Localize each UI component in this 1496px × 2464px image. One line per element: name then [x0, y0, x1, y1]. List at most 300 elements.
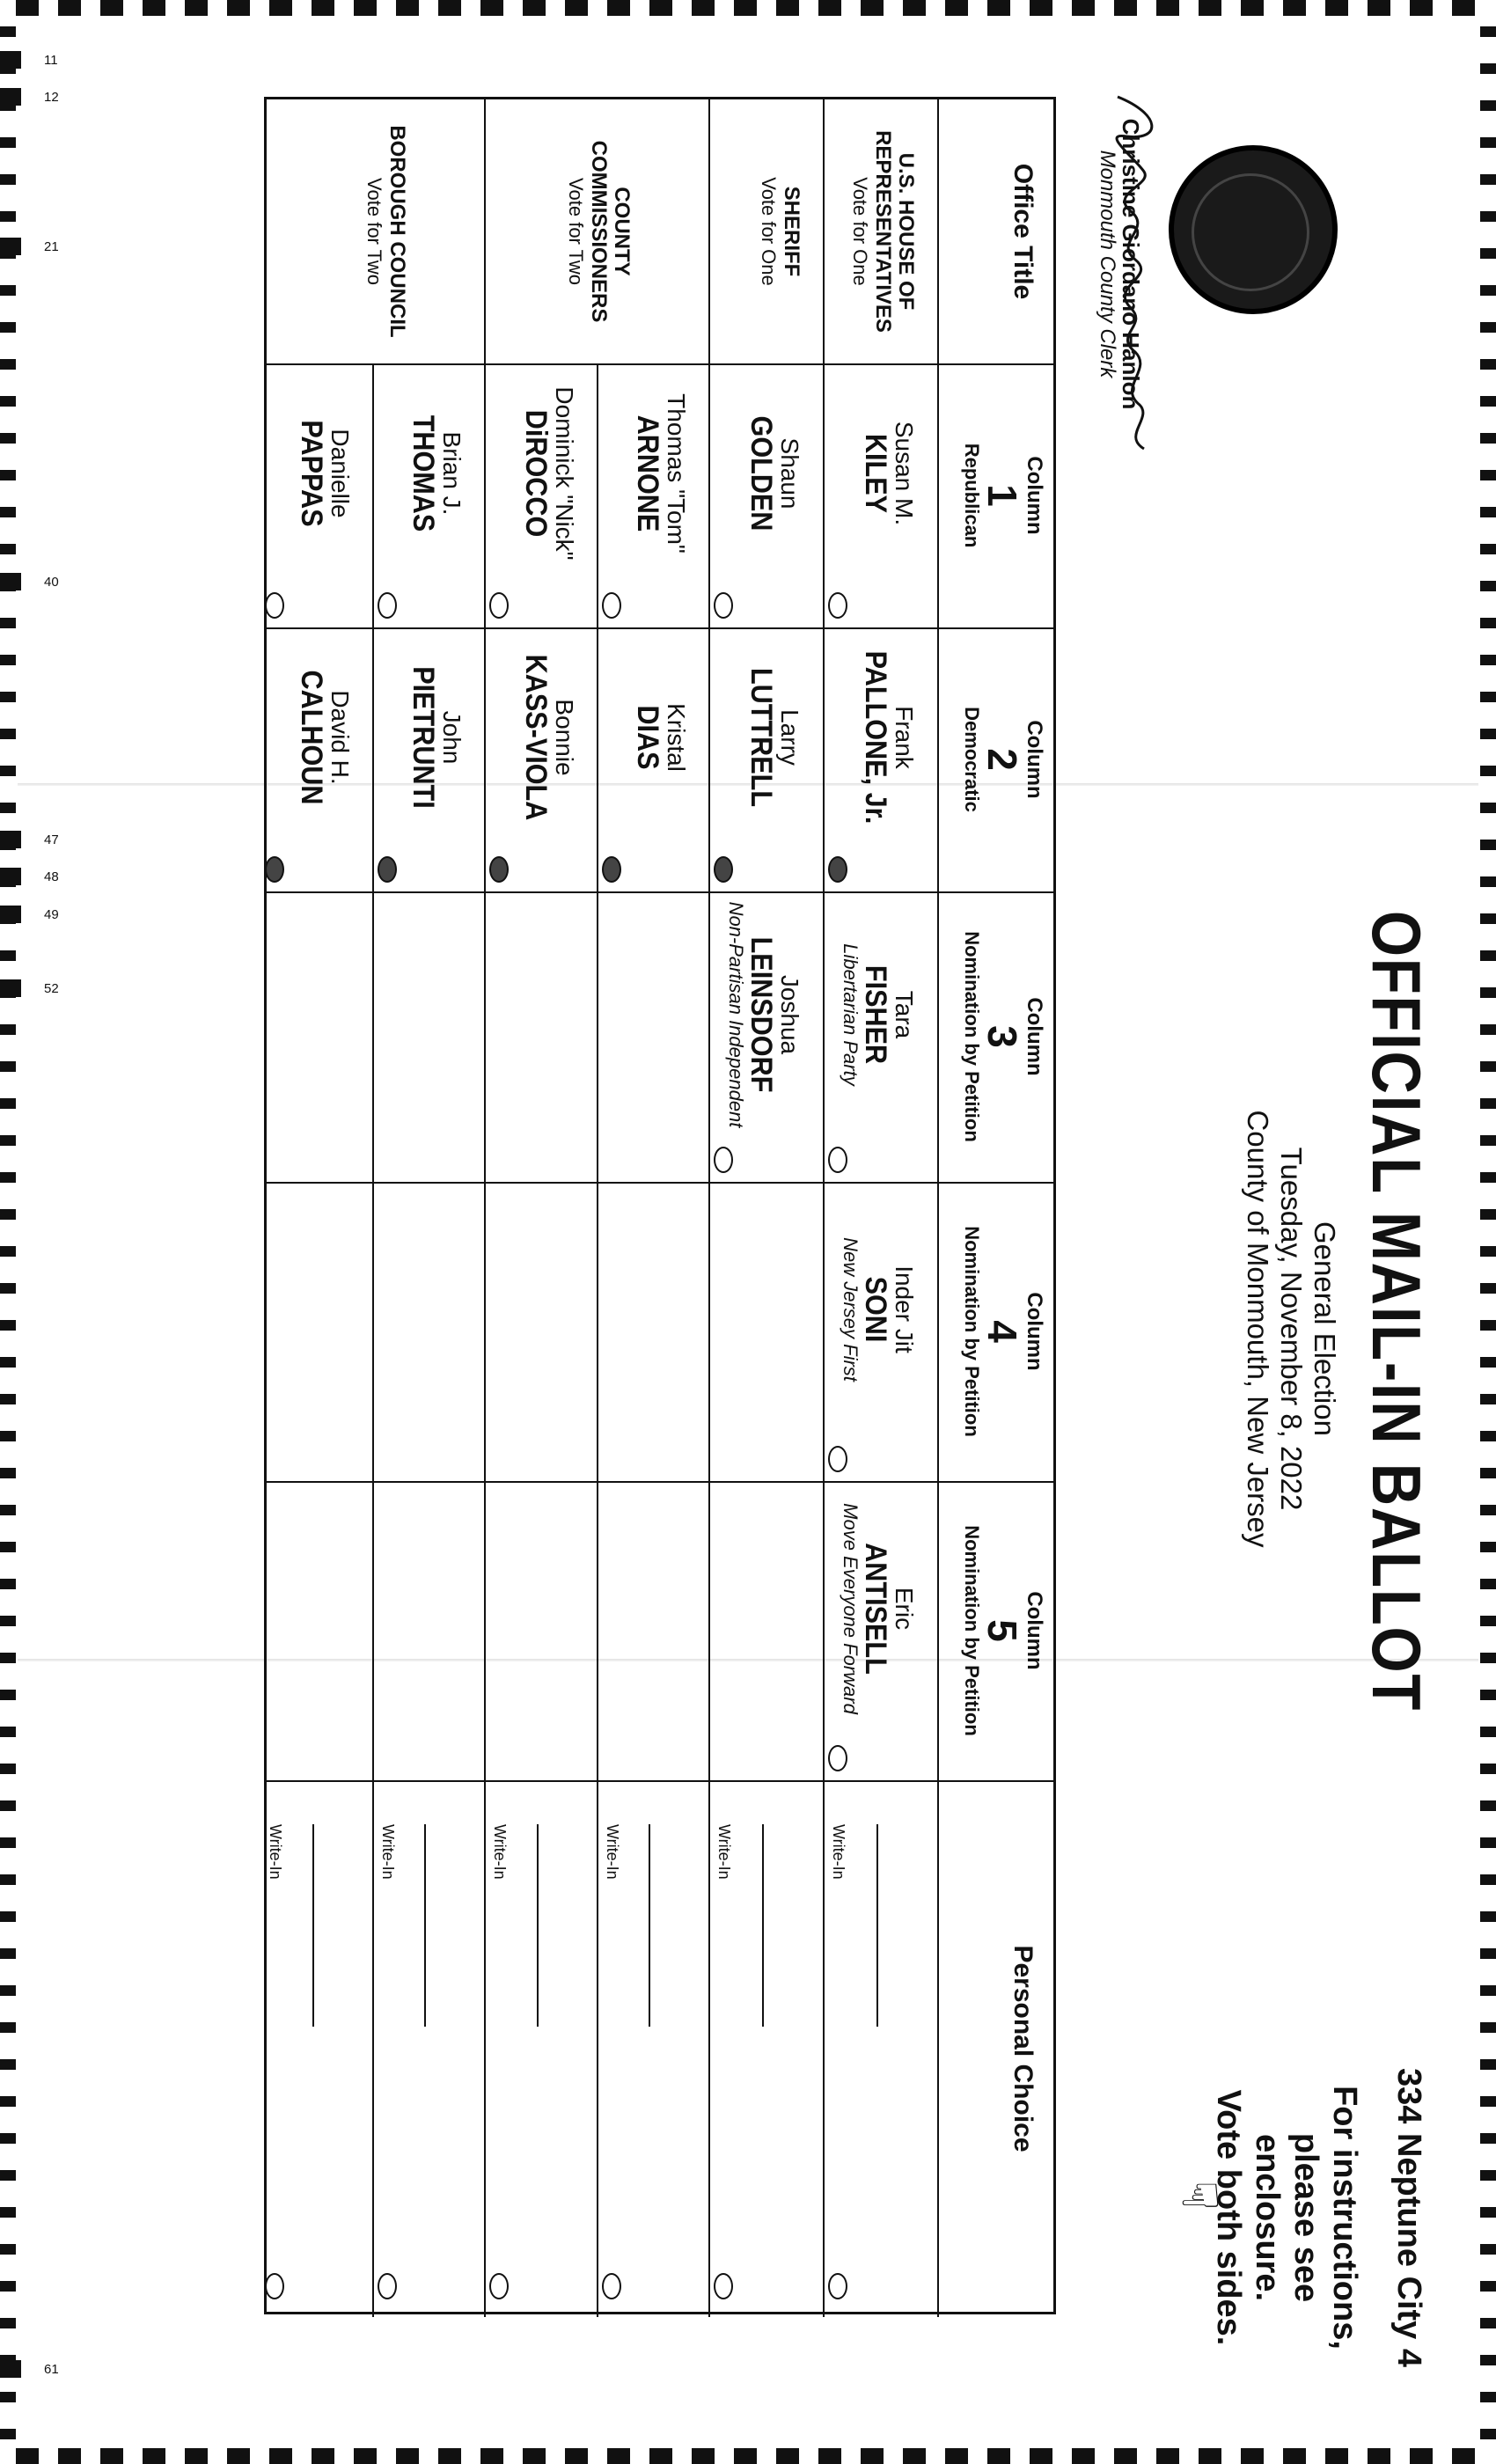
margin-number: 49: [44, 907, 59, 922]
timing-mark: [0, 1246, 16, 1257]
timing-mark: [1480, 1246, 1496, 1257]
timing-mark-large: [0, 238, 21, 255]
candidate-first: Larry: [776, 709, 803, 766]
candidate-first: Inder Jit: [891, 1265, 918, 1353]
timing-mark: [1156, 0, 1179, 16]
timing-mark: [58, 2448, 81, 2464]
candidate-first: Frank: [891, 706, 918, 769]
vote-oval[interactable]: [828, 2273, 847, 2299]
grid-column-line: [267, 1182, 1053, 1184]
timing-mark: [1199, 0, 1221, 16]
timing-mark: [1480, 433, 1496, 444]
timing-mark: [987, 0, 1010, 16]
timing-mark-large: [0, 2360, 21, 2378]
column-label: Column: [1023, 456, 1046, 535]
left-timing-marks: [0, 0, 16, 2464]
candidate-first: Brian J.: [438, 431, 466, 516]
timing-mark: [734, 0, 757, 16]
timing-mark: [776, 0, 799, 16]
vote-oval[interactable]: [828, 592, 847, 619]
timing-mark: [945, 2448, 968, 2464]
timing-mark: [1480, 876, 1496, 887]
timing-mark: [0, 26, 16, 37]
timing-mark: [0, 1505, 16, 1515]
timing-mark: [1480, 100, 1496, 111]
timing-mark: [0, 729, 16, 739]
timing-mark: [818, 2448, 841, 2464]
candidate-last: KILEY: [859, 433, 892, 514]
timing-mark-large: [0, 51, 21, 69]
timing-mark: [1480, 1579, 1496, 1589]
timing-mark: [0, 359, 16, 370]
candidate-last: DIAS: [631, 705, 665, 770]
candidate: [840, 1182, 917, 1437]
timing-mark: [1368, 2448, 1390, 2464]
timing-mark: [0, 2281, 16, 2292]
candidate-last: ANTISELL: [859, 1543, 892, 1675]
vote-oval[interactable]: [265, 2273, 284, 2299]
column-party: Nomination by Petition: [961, 1226, 983, 1437]
timing-mark: [16, 2448, 39, 2464]
timing-mark: [480, 2448, 503, 2464]
timing-mark: [1480, 174, 1496, 185]
timing-mark: [1030, 0, 1052, 16]
election-name: General Election: [1309, 1221, 1341, 1436]
office-title: [565, 99, 634, 363]
timing-mark: [1480, 655, 1496, 665]
timing-mark-large: [0, 906, 21, 923]
write-in-label: Write-In: [830, 1824, 847, 1880]
timing-mark: [1030, 2448, 1052, 2464]
ballot-grid: [264, 97, 1056, 2314]
timing-mark: [0, 1579, 16, 1589]
candidate-first: Shaun: [776, 437, 803, 510]
vote-for-label: Vote for One: [758, 177, 780, 286]
timing-mark: [861, 2448, 884, 2464]
timing-mark: [438, 0, 461, 16]
timing-mark: [1480, 1948, 1496, 1959]
margin-number: 40: [44, 575, 59, 590]
precinct-label: 334 Neptune City 4: [1390, 2068, 1427, 2367]
candidate-last: GOLDEN: [744, 415, 778, 532]
timing-mark: [143, 2448, 165, 2464]
timing-mark: [0, 2207, 16, 2218]
candidate: [631, 363, 691, 583]
timing-mark: [607, 2448, 630, 2464]
write-in-label: Write-In: [604, 1824, 621, 1880]
write-in-line[interactable]: [876, 1824, 878, 2027]
timing-mark: [1480, 1985, 1496, 1996]
timing-mark: [0, 1837, 16, 1848]
timing-mark: [396, 0, 419, 16]
timing-mark: [1199, 2448, 1221, 2464]
timing-mark: [0, 1874, 16, 1885]
column-number: 2: [979, 748, 1025, 771]
candidate-last: SONI: [859, 1276, 892, 1343]
grid-subrow-line: [372, 363, 374, 2317]
election-county: County of Monmouth, New Jersey: [1242, 1110, 1274, 1548]
timing-mark: [269, 2448, 292, 2464]
instructions-line: Vote both sides.: [1210, 2089, 1247, 2346]
vote-oval[interactable]: [602, 2273, 621, 2299]
timing-mark: [1480, 1874, 1496, 1885]
candidate: [521, 627, 577, 847]
grid-row-line: [823, 99, 825, 2317]
timing-mark: [1480, 1764, 1496, 1774]
column-label: Column: [1023, 997, 1046, 1076]
ballot-sheet: [62, 97, 1434, 2385]
timing-mark: [1480, 1172, 1496, 1183]
candidate-last: ARNONE: [631, 414, 665, 532]
timing-mark: [354, 2448, 377, 2464]
candidate-last: PALLONE, Jr.: [859, 650, 892, 825]
timing-mark: [0, 692, 16, 702]
clerk-title: Monmouth County Clerk: [1096, 150, 1119, 378]
timing-mark: [1480, 1542, 1496, 1552]
timing-mark: [0, 655, 16, 665]
right-timing-marks: [1480, 0, 1496, 2464]
candidate-party: Non-Partisan Independent: [725, 901, 747, 1128]
timing-mark: [734, 2448, 757, 2464]
candidate-first: Dominick "Nick": [551, 386, 578, 561]
candidate-last: PAPPAS: [295, 420, 328, 527]
timing-mark: [480, 0, 503, 16]
margin-number: 12: [44, 90, 59, 105]
timing-mark: [1480, 1653, 1496, 1663]
grid-row-line: [484, 99, 486, 2317]
timing-mark: [0, 433, 16, 444]
timing-mark: [0, 2244, 16, 2255]
timing-mark-large: [0, 573, 21, 590]
timing-mark: [0, 1764, 16, 1774]
office-name: COUNTY: [610, 187, 634, 276]
timing-mark: [0, 2022, 16, 2033]
candidate: [521, 363, 577, 583]
candidate-first: David H.: [326, 690, 354, 785]
instructions-line: For instructions,: [1326, 2086, 1363, 2350]
candidate-first: Susan M.: [891, 421, 918, 526]
timing-mark: [1480, 359, 1496, 370]
timing-mark: [1480, 1135, 1496, 1146]
office-title: [363, 99, 409, 363]
vote-oval[interactable]: [828, 1745, 847, 1771]
timing-mark: [0, 1948, 16, 1959]
candidate: [297, 363, 353, 583]
timing-mark: [1072, 0, 1095, 16]
column-number: 1: [979, 484, 1025, 507]
office-name: U.S. HOUSE OF: [894, 152, 918, 311]
timing-mark: [0, 544, 16, 554]
timing-mark: [0, 803, 16, 813]
write-in-line[interactable]: [537, 1824, 539, 2027]
vote-oval[interactable]: [378, 2273, 397, 2299]
timing-mark: [0, 174, 16, 185]
timing-mark: [1480, 2244, 1496, 2255]
timing-mark: [692, 0, 715, 16]
candidate-party: Libertarian Party: [840, 943, 862, 1086]
timing-mark: [1480, 1727, 1496, 1737]
timing-mark: [1480, 2207, 1496, 2218]
timing-mark: [0, 507, 16, 517]
candidate-first: Tara: [891, 990, 918, 1039]
office-name: SHERIFF: [780, 186, 803, 277]
timing-mark: [903, 2448, 926, 2464]
timing-mark: [0, 1800, 16, 1811]
timing-mark: [1480, 1800, 1496, 1811]
margin-number: 47: [44, 832, 59, 847]
timing-mark: [987, 2448, 1010, 2464]
clerk-name: Christine Giordano Hanlon: [1118, 118, 1144, 410]
timing-mark: [1480, 1061, 1496, 1072]
candidate: [409, 627, 466, 847]
vote-oval[interactable]: [828, 1147, 847, 1173]
candidate-first: Kristal: [663, 703, 691, 772]
vote-for-label: Vote for Two: [363, 178, 386, 285]
timing-mark: [0, 2059, 16, 2070]
timing-mark: [649, 2448, 672, 2464]
timing-mark: [1480, 248, 1496, 259]
grid-subrow-line: [597, 363, 598, 2317]
timing-mark: [1480, 1431, 1496, 1441]
vote-oval[interactable]: [265, 856, 284, 883]
column-party: Democratic: [961, 707, 983, 812]
write-in-label: Write-In: [379, 1824, 397, 1880]
timing-mark: [0, 1653, 16, 1663]
timing-mark: [0, 2429, 16, 2439]
timing-mark: [0, 2096, 16, 2107]
vote-oval[interactable]: [602, 856, 621, 883]
candidate-first: Thomas "Tom": [663, 393, 691, 554]
grid-column-line: [267, 1481, 1053, 1483]
margin-number: 61: [44, 2362, 59, 2377]
timing-mark: [1480, 1320, 1496, 1331]
ballot-title: OFFICIAL MAIL-IN BALLOT: [1358, 910, 1435, 1712]
timing-mark: [1368, 0, 1390, 16]
margin-number: 48: [44, 869, 59, 884]
timing-mark: [523, 2448, 546, 2464]
timing-mark: [1480, 137, 1496, 148]
candidate-last: KASS-VIOLA: [519, 654, 553, 821]
candidate: [840, 891, 917, 1138]
candidate-first: Danielle: [326, 429, 354, 518]
timing-mark: [312, 2448, 334, 2464]
column-number: 3: [979, 1025, 1025, 1048]
candidate: [746, 627, 803, 847]
candidate-party: New Jersey First: [840, 1237, 862, 1382]
vote-oval[interactable]: [489, 856, 509, 883]
timing-mark: [0, 1542, 16, 1552]
timing-mark: [0, 285, 16, 296]
write-in-label: Write-In: [715, 1824, 733, 1880]
office-name: BOROUGH COUNCIL: [385, 125, 410, 338]
timing-mark: [1410, 0, 1433, 16]
timing-mark: [1480, 2059, 1496, 2070]
timing-mark: [0, 1394, 16, 1404]
column-label: Column: [1023, 1591, 1046, 1670]
timing-mark: [16, 0, 39, 16]
column-header: [960, 1182, 1046, 1481]
margin-number: 52: [44, 981, 59, 996]
write-in-line[interactable]: [425, 1824, 427, 2027]
timing-mark: [1480, 322, 1496, 333]
timing-mark: [0, 137, 16, 148]
vote-oval[interactable]: [714, 2273, 733, 2299]
grid-row-line: [708, 99, 710, 2317]
timing-mark: [1480, 1357, 1496, 1368]
timing-mark: [1480, 1098, 1496, 1109]
timing-mark: [100, 0, 123, 16]
column-label: Column: [1023, 1292, 1046, 1371]
timing-mark: [1480, 470, 1496, 480]
timing-mark: [0, 1283, 16, 1294]
timing-mark-large: [0, 831, 21, 848]
timing-mark: [1114, 2448, 1137, 2464]
timing-mark: [1480, 840, 1496, 850]
timing-mark: [1452, 2448, 1475, 2464]
timing-mark: [1241, 2448, 1264, 2464]
timing-mark: [0, 211, 16, 222]
timing-mark: [1480, 1394, 1496, 1404]
candidate: [297, 627, 353, 847]
timing-mark: [1480, 803, 1496, 813]
vote-oval[interactable]: [265, 592, 284, 619]
timing-mark: [1480, 2355, 1496, 2365]
timing-mark: [1410, 2448, 1433, 2464]
timing-mark: [185, 2448, 208, 2464]
timing-mark: [0, 1320, 16, 1331]
timing-mark: [861, 0, 884, 16]
timing-mark: [1480, 211, 1496, 222]
timing-mark: [692, 2448, 715, 2464]
margin-number: 11: [44, 53, 58, 68]
candidate-last: FISHER: [859, 964, 892, 1065]
timing-mark: [0, 1135, 16, 1146]
write-in-line[interactable]: [312, 1824, 314, 2027]
timing-mark: [0, 950, 16, 961]
timing-mark: [1480, 1283, 1496, 1294]
candidate-last: CALHOUN: [295, 670, 328, 805]
write-in-line[interactable]: [649, 1824, 651, 2027]
timing-mark: [1480, 63, 1496, 74]
timing-mark: [0, 1209, 16, 1220]
vote-oval[interactable]: [714, 856, 733, 883]
timing-mark: [1480, 2318, 1496, 2328]
timing-mark: [0, 2170, 16, 2181]
vote-for-label: Vote for Two: [565, 178, 588, 285]
candidate: [861, 363, 917, 583]
timing-mark: [0, 396, 16, 407]
election-date: Tuesday, November 8, 2022: [1275, 1147, 1308, 1511]
office-name: COMMISSIONERS: [587, 140, 612, 323]
timing-mark: [1480, 766, 1496, 776]
timing-mark: [0, 470, 16, 480]
candidate: [725, 891, 803, 1138]
candidate: [746, 363, 803, 583]
timing-mark: [1480, 1024, 1496, 1035]
timing-mark: [1480, 1690, 1496, 1700]
candidate: [840, 1481, 917, 1736]
grid-column-line: [267, 891, 1053, 893]
candidate-last: PIETRUNTI: [407, 666, 441, 809]
timing-mark: [0, 2133, 16, 2144]
timing-mark: [100, 2448, 123, 2464]
timing-mark: [1241, 0, 1264, 16]
timing-mark: [1480, 618, 1496, 628]
vote-oval[interactable]: [714, 1147, 733, 1173]
timing-mark: [227, 0, 250, 16]
write-in-line[interactable]: [762, 1824, 764, 2027]
timing-mark: [0, 2392, 16, 2402]
timing-mark: [0, 1727, 16, 1737]
candidate-party: Move Everyone Forward: [840, 1503, 862, 1714]
timing-mark: [776, 2448, 799, 2464]
vote-oval[interactable]: [828, 1446, 847, 1472]
timing-mark: [1480, 396, 1496, 407]
timing-mark: [649, 0, 672, 16]
office-title: [757, 99, 803, 363]
write-in-label: Write-In: [491, 1824, 509, 1880]
timing-mark-large: [0, 868, 21, 885]
timing-mark: [1114, 0, 1137, 16]
timing-mark-large: [0, 88, 21, 106]
timing-mark: [1480, 2133, 1496, 2144]
timing-mark: [1480, 544, 1496, 554]
timing-mark: [0, 1468, 16, 1478]
column-party: Nomination by Petition: [961, 931, 983, 1142]
vote-for-label: Vote for One: [849, 177, 871, 286]
timing-mark: [1480, 729, 1496, 739]
candidate-first: Joshua: [776, 974, 803, 1055]
timing-mark: [1480, 987, 1496, 998]
timing-mark: [0, 1431, 16, 1441]
vote-oval[interactable]: [714, 592, 733, 619]
bottom-timing-marks: [0, 2448, 1496, 2464]
vote-oval[interactable]: [489, 592, 509, 619]
write-in-label: Write-In: [267, 1824, 284, 1880]
office-title-header: Office Title: [1008, 163, 1038, 300]
timing-mark: [1480, 2170, 1496, 2181]
instructions-line: please see enclosure.: [1249, 2132, 1324, 2303]
timing-mark: [0, 1024, 16, 1035]
timing-mark: [565, 2448, 588, 2464]
timing-mark: [818, 0, 841, 16]
timing-mark: [0, 1616, 16, 1626]
timing-mark: [1325, 2448, 1348, 2464]
margin-number: 21: [44, 239, 59, 254]
timing-mark: [143, 0, 165, 16]
column-header: [960, 891, 1046, 1182]
timing-mark: [565, 0, 588, 16]
instructions: [1209, 2059, 1364, 2376]
timing-mark: [396, 2448, 419, 2464]
vote-oval[interactable]: [489, 2273, 509, 2299]
column-party: Nomination by Petition: [961, 1525, 983, 1736]
timing-mark: [185, 0, 208, 16]
vote-oval[interactable]: [602, 592, 621, 619]
vote-oval[interactable]: [828, 856, 847, 883]
timing-mark: [607, 0, 630, 16]
timing-mark: [1480, 581, 1496, 591]
timing-mark: [0, 618, 16, 628]
timing-mark: [0, 1690, 16, 1700]
vote-oval[interactable]: [378, 856, 397, 883]
vote-oval[interactable]: [378, 592, 397, 619]
office-name: REPRESENTATIVES: [871, 130, 895, 333]
timing-mark: [1480, 285, 1496, 296]
grid-row-line: [937, 99, 939, 2317]
timing-mark: [1480, 26, 1496, 37]
timing-mark: [1283, 2448, 1306, 2464]
